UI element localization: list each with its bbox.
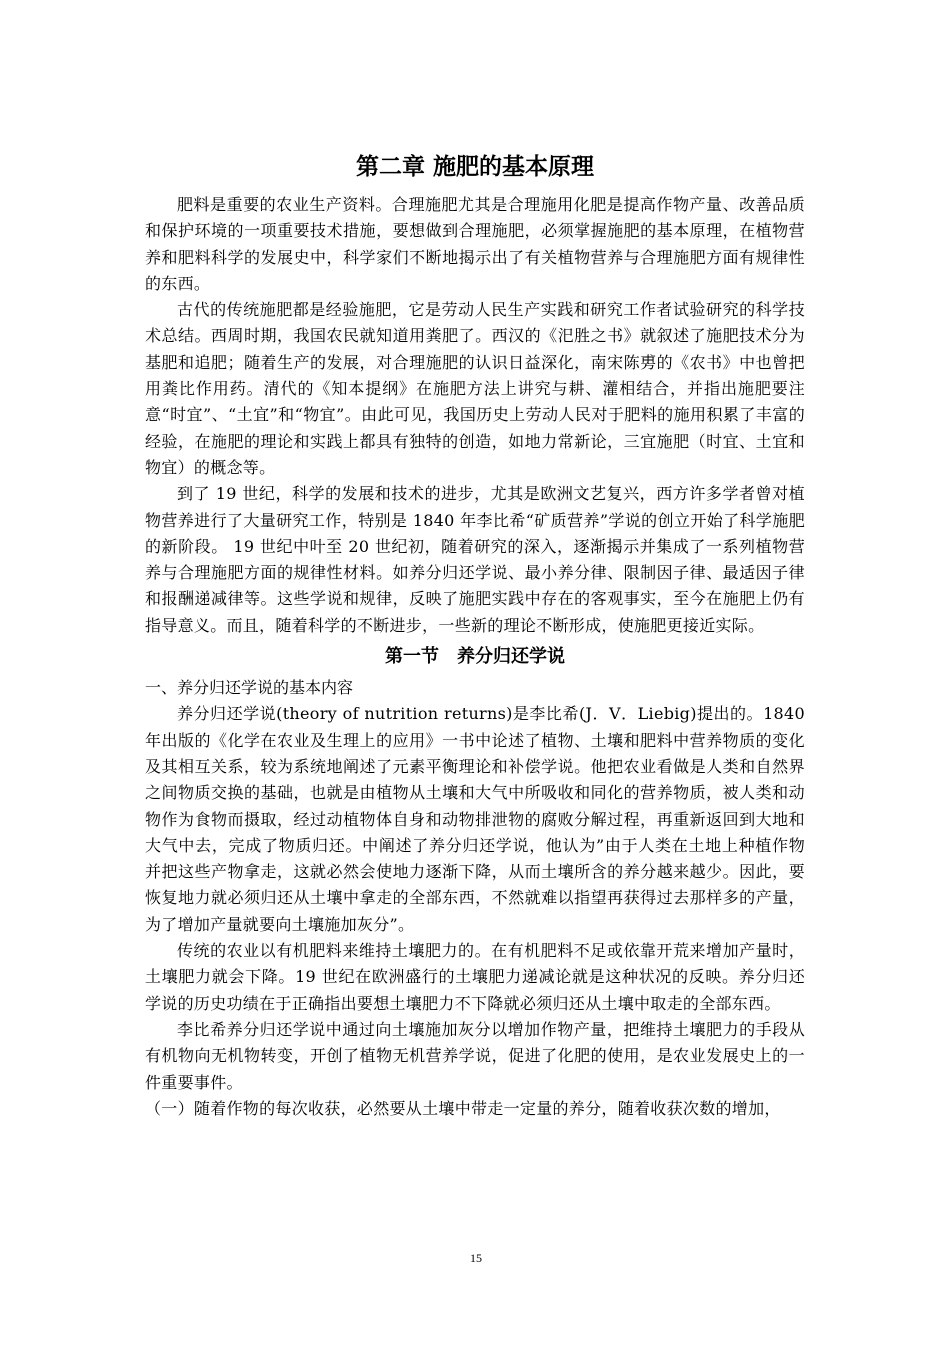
list-item-1: （一）随着作物的每次收获，必然要从土壤中带走一定量的养分，随着收获次数的增加，: [145, 1098, 781, 1118]
paragraph-traditional: 传统的农业以有机肥料来维持土壤肥力的。在有机肥料不足或依靠开荒来增加产量时，土壤肥力就会下降。19 世纪在欧洲盛行的土壤肥力递减论就是这种状况的反映。养分归还学说的历史功绩在于正确指出要想土壤肥力不下降就必须归还从土壤中取走的全部东西。: [145, 941, 805, 1013]
paragraph-intro: 肥料是重要的农业生产资料。合理施肥尤其是合理施用化肥是提高作物产量、改善品质和保护环境的一项重要技术措施，要想做到合理施肥，必须掌握施肥的基本原理，在植物营养和肥料科学的发展史中，科学家们不断地揭示出了有关植物营养与合理施肥方面有规律性的东西。: [145, 195, 805, 293]
section-title: 第一节 养分归还学说: [385, 646, 565, 668]
page-number: 15: [470, 1251, 482, 1265]
paragraph-19th-century: 到了 19 世纪，科学的发展和技术的进步，尤其是欧洲文艺复兴，西方许多学者曾对植物营养进行了大量研究工作，特别是 1840 年李比希“矿质营养”学说的创立开始了科学施肥的新阶段。 19 世纪中叶至 20 世纪初，随着研究的深入，逐渐揭示并集成了一系列植物营养与合理施肥方面的规律性材料。如养分归还学说、最小养分律、限制因子律、最适因子律和报酬递减律等。这些学说和规律，反映了施肥实践中存在的客观事实，至今在施肥上仍有指导意义。而且，随着科学的不断进步，一些新的理论不断形成，使施肥更接近实际。: [145, 484, 805, 635]
subsection-heading: 一、养分归还学说的基本内容: [145, 678, 354, 698]
paragraph-significance: 李比希养分归还学说中通过向土壤施加灰分以增加作物产量，把维持土壤肥力的手段从有机物向无机物转变，开创了植物无机营养学说，促进了化肥的使用，是农业发展史上的一件重要事件。: [145, 1019, 805, 1092]
chapter-title: 第二章 施肥的基本原理: [355, 154, 594, 180]
page-content: [145, 150, 805, 1122]
paragraph-liebig: 养分归还学说(theory of nutrition returns)是李比希(J．V．Liebig)提出的。1840 年出版的《化学在农业及生理上的应用》一书中论述了植物、土壤和肥料中营养物质的变化及其相互关系，较为系统地阐述了元素平衡理论和补偿学说。他把农业看做是人类和自然界之间物质交换的基础，也就是由植物从土壤和大气中所吸收和同化的营养物质，被人类和动物作为食物而摄取，经过动植物体自身和动物排泄物的腐败分解过程，再重新返回到大地和大气中去，完成了物质归还。中阐述了养分归还学说，他认为”由于人类在土地上种植作物并把这些产物拿走，这就必然会使地力逐渐下降，从而土壤所含的养分越来越少。因此，要恢复地力就必须归还从土壤中拿走的全部东西，不然就难以指望再获得过去那样多的产量，为了增加产量就要向土壤施加灰分”。: [145, 704, 805, 934]
paragraph-history: 古代的传统施肥都是经验施肥，它是劳动人民生产实践和研究工作者试验研究的科学技术总结。西周时期，我国农民就知道用粪肥了。西汉的《汜胜之书》就叙述了施肥技术分为基肥和追肥；随着生产的发展，对合理施肥的认识日益深化，南宋陈旉的《农书》中也曾把用粪比作用药。清代的《知本提纲》在施肥方法上讲究与耕、灌相结合，并指出施肥要注意“时宜”、“土宜”和“物宜”。由此可见，我国历史上劳动人民对于肥料的施用积累了丰富的经验，在施肥的理论和实践上都具有独特的创造，如地力常新论，三宜施肥（时宜、土宜和物宜）的概念等。: [145, 300, 805, 477]
